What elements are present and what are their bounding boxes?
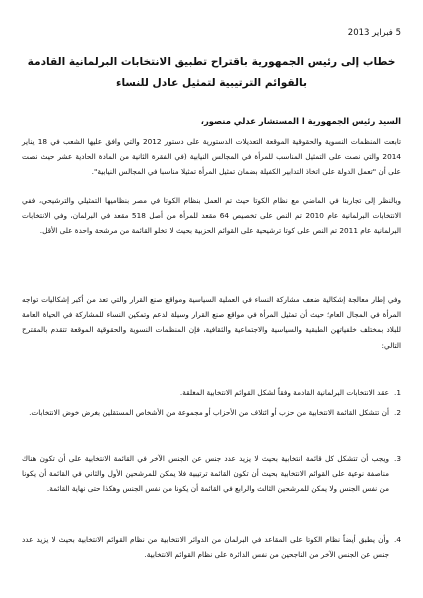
list-item-number: 3. [394,454,401,463]
paragraph-constitution: تابعت المنظمات النسوية والحقوقية الموقعة التعديلات الدستورية على دستور 2012 والتي وافق عليها الشعب في 18 يناير 2014 والتي نصت على التمثيل المناسب للمرأة في المجالس النيابية (في الفقرة الثانية من المادة الحادية عشر حيث نصت على أن "تعمل الدولة على اتخاذ التدابير الكفيلة بضمان تمثيل المرأة تمثيلا مناسبا في المجالس النيابية". [22,137,401,177]
paragraph-quota-history: وبالنظر إلى تجاربنا في الماضي مع نظام الكوتا حيث تم العمل بنظام الكوتا في مصر بنظاميها التمثيلي والترشيحي، ففي الانتخابات البرلمانية عام 2010 تم النص على تخصيص 64 مقعد للمرأة من أصل 518 مقعد في البرلمان، وفي الانتخابات البرلمانية عام 2011 تم النص على كوتا ترشيحية على القوائم الحزبية بحيث لا تخلو القائمة من مرشحة واحدة على الأقل. [22,196,401,236]
list-item-number: 1. [394,388,401,397]
list-item [22,385,401,400]
list-item-text: ويجب أن تتشكل كل قائمة انتخابية بحيث لا يزيد عدد جنس عن الجنس الآخر في القائمة الانتخابية على أن تكون هناك مناصفة نوعية على القوائم الانتخابية بحيث أن تكون القائمة ترتيبية فلا يمكن للمرشحين الأول والثاني في القائمة أن يكونا من نفس الجنس ولا يمكن للمرشحين الثالث والرابع في القائمة أن يكونا من نفس الجنس وهكذا حتى نهاية القائمة. [22,454,389,494]
paragraph-proposal-intro: وفي إطار معالجة إشكالية ضعف مشاركة النساء في العملية السياسية ومواقع صنع القرار والتي تعد من أكبر إشكاليات تواجه المرأة في المجال العام؛ حيث أن تمثيل المرأة في مواقع صنع القرار وسيلة لدعم وتمكين النساء للمشاركة في الحياة العامة للبلاد بمختلف خلفياتهن الطبقية والسياسية والاجتماعية والثقافية، فإن المنظمات النسوية والحقوقية الموقعة تتقدم بالمقترح التالي: [22,295,401,350]
list-item-number: 4. [394,535,401,544]
document-date: 5 فبراير 2013 [347,28,401,38]
list-item [22,405,401,420]
list-item-text: عقد الانتخابات البرلمانية القادمة وفقاً لشكل القوائم الانتخابية المغلقة. [179,388,389,397]
list-item-text: وأن يطبق أيضاً نظام الكوتا على المقاعد في البرلمان من الدوائر الانتخابية من نظام القوائم الانتخابية بحيث لا يزيد عدد جنس عن الجنس الآخر من الناجحين من نفس الدائرة على نظام القوائم الانتخابية. [22,535,389,560]
list-item [22,532,401,562]
list-item-text: أن تتشكل القائمة الانتخابية من حزب أو ائتلاف من الأحزاب أو مجموعة من الأشخاص المستقلين بغرض خوض الانتخابات. [29,408,389,417]
document-title: خطاب إلى رئيس الجمهورية باقتراح تطبيق الانتخابات البرلمانية القادمة بالقوائم الترتيبية لتمثيل عادل للنساء [27,56,396,89]
salutation: السيد رئيس الجمهورية ا المستشار عدلي منصور، [200,116,401,126]
list-item [22,451,401,497]
list-item-number: 2. [394,408,401,417]
